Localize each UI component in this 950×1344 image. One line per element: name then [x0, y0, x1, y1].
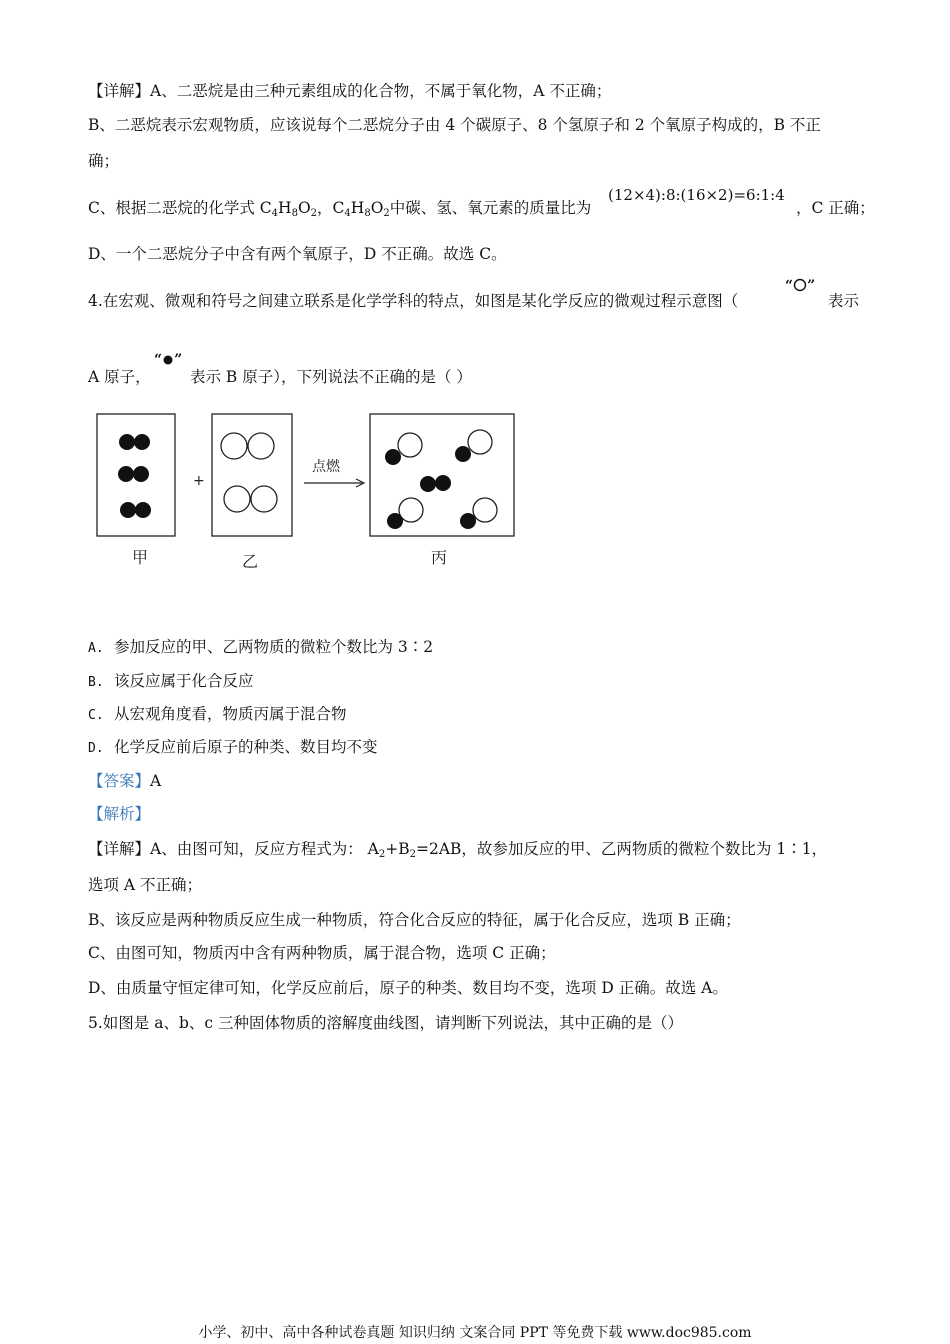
option-text: 参加反应的甲、乙两物质的微粒个数比为 3∶2 [114, 638, 434, 656]
q3-a-text: A、二恶烷是由三种元素组成的化合物，不属于氧化物，A 不正确； [150, 82, 612, 100]
equation-post: =2AB，故参加反应的甲、乙两物质的微粒个数比为 1∶1， [415, 840, 828, 858]
c-sub-2: 4 [344, 208, 351, 219]
option-a [88, 636, 433, 660]
solid-circle-icon [162, 354, 174, 366]
hollow-circle-icon [793, 278, 807, 292]
jia-molecules [118, 434, 151, 518]
a-atom [468, 430, 492, 454]
b-atom [120, 502, 136, 518]
option-d [88, 736, 378, 760]
h-sub-2: 8 [364, 208, 371, 219]
a-atom [221, 433, 247, 459]
h-sub: 8 [291, 208, 298, 219]
q4-detail-line-d: D、由质量守恒定律可知，化学反应前后，原子的种类、数目均不变，选项 D 正确。故选 A。 [88, 979, 728, 997]
legend-atom-b [154, 352, 182, 368]
b2-sub: 2 [409, 849, 416, 860]
q4-stem-line-2-pre: A 原子， [88, 368, 151, 386]
a-atom [473, 498, 497, 522]
b-atom [455, 446, 471, 462]
arrow-condition: 点燃 [312, 459, 340, 475]
a2-sub: 2 [378, 849, 386, 860]
o-sub-2: 2 [383, 208, 390, 219]
answer-value: A [150, 772, 162, 790]
b-atom [119, 434, 135, 450]
answer-line [88, 770, 161, 792]
option-b [88, 670, 254, 694]
b-atom [387, 513, 403, 529]
answer-tag: 【答案】 [88, 772, 151, 790]
o-symbol: O [297, 199, 311, 217]
q4-detail-line-a2: 选项 A 不正确； [88, 876, 203, 894]
mass-ratio-formula: (12×4):8:(16×2)=6:1:4 [608, 186, 785, 204]
b-atom [133, 466, 149, 482]
b-atom [385, 449, 401, 465]
b-atom [435, 475, 451, 491]
quote-close-b: ” [174, 352, 183, 368]
option-text: 该反应属于化合反应 [114, 672, 254, 690]
b-atom [118, 466, 134, 482]
quote-open: “ [785, 278, 794, 294]
yi-molecules [221, 433, 277, 512]
q4-stem-line-2-mid: 表示 B 原子），下列说法不正确的是（ ） [190, 368, 472, 386]
analysis-line [88, 803, 150, 825]
quote-close: ” [807, 278, 816, 294]
a-atom [251, 486, 277, 512]
reaction-arrow [304, 479, 364, 487]
quote-open-b: “ [154, 352, 163, 368]
a-atom [224, 486, 250, 512]
q3-c-mid: 中碳、氢、氧元素的质量比为 [389, 199, 592, 217]
footer-text: 小学、初中、高中各种试卷真题 知识归纳 文案合同 PPT 等免费下载 www.doc985.com [198, 1325, 752, 1341]
bing-molecules [385, 430, 497, 529]
q3-detail-line-d: D、一个二恶烷分子中含有两个氧原子，D 不正确。故选 C。 [88, 245, 507, 263]
option-key: B. [88, 675, 104, 690]
q4-detail-line-c: C、由图可知，物质丙中含有两种物质，属于混合物，选项 C 正确； [88, 944, 556, 962]
q3-c-pre: C、根据二恶烷的化学式 C [88, 199, 272, 217]
b-atom [420, 476, 436, 492]
legend-atom-a [785, 278, 815, 294]
label-yi: 乙 [242, 552, 259, 571]
q3-detail-line-c [88, 197, 591, 225]
analysis-tag: 【解析】 [88, 805, 151, 823]
label-jia: 甲 [132, 548, 149, 567]
o-symbol-2: O [370, 199, 384, 217]
option-text: 从宏观角度看，物质丙属于混合物 [114, 705, 347, 723]
box-yi [212, 414, 292, 536]
q4-detail-line-b: B、该反应是两种物质反应生成一种物质，符合化合反应的特征，属于化合反应，选项 B 正确； [88, 911, 741, 929]
option-key: C. [88, 708, 104, 723]
option-key: A. [88, 641, 104, 656]
q3-c-f2: ，C [317, 199, 345, 217]
option-c [88, 703, 347, 727]
b-atom [135, 502, 151, 518]
h-symbol: H [278, 199, 292, 217]
b-atom [134, 434, 150, 450]
q3-c-post: ，C 正确； [796, 199, 875, 217]
o-sub: 2 [310, 208, 318, 219]
a-atom [248, 433, 274, 459]
detail-tag: 【详解】 [88, 840, 151, 858]
a-atom [398, 433, 422, 457]
q5-stem: 5.如图是 a、b、c 三种固体物质的溶解度曲线图，请判断下列说法，其中正确的是（） [88, 1014, 683, 1032]
q3-detail-line-b-cont: 确； [88, 152, 120, 170]
reaction-diagram [90, 405, 530, 575]
option-text: 化学反应前后原子的种类、数目均不变 [114, 738, 378, 756]
a-atom [399, 498, 423, 522]
q4-detail-line-a [88, 838, 827, 866]
equation-plus: +B [385, 840, 410, 858]
h-symbol-2: H [350, 199, 365, 217]
equation-pre: A、由图可知，反应方程式为： A [150, 840, 379, 858]
q3-detail-line-a [88, 80, 611, 102]
detail-tag: 【详解】 [88, 82, 151, 100]
q3-detail-line-b: B、二恶烷表示宏观物质，应该说每个二恶烷分子由 4 个碳原子、8 个氢原子和 2 个氧原子构成的，B 不正 [88, 116, 821, 134]
label-bing: 丙 [431, 548, 448, 567]
option-key: D. [88, 741, 104, 756]
q4-stem-line-1-end: 表示 [828, 292, 860, 310]
plus-sign: + [193, 473, 205, 489]
q4-stem-line-1: 4.在宏观、微观和符号之间建立联系是化学学科的特点，如图是某化学反应的微观过程示意图（ [88, 292, 739, 310]
b-atom [460, 513, 476, 529]
c-sub: 4 [271, 208, 279, 219]
